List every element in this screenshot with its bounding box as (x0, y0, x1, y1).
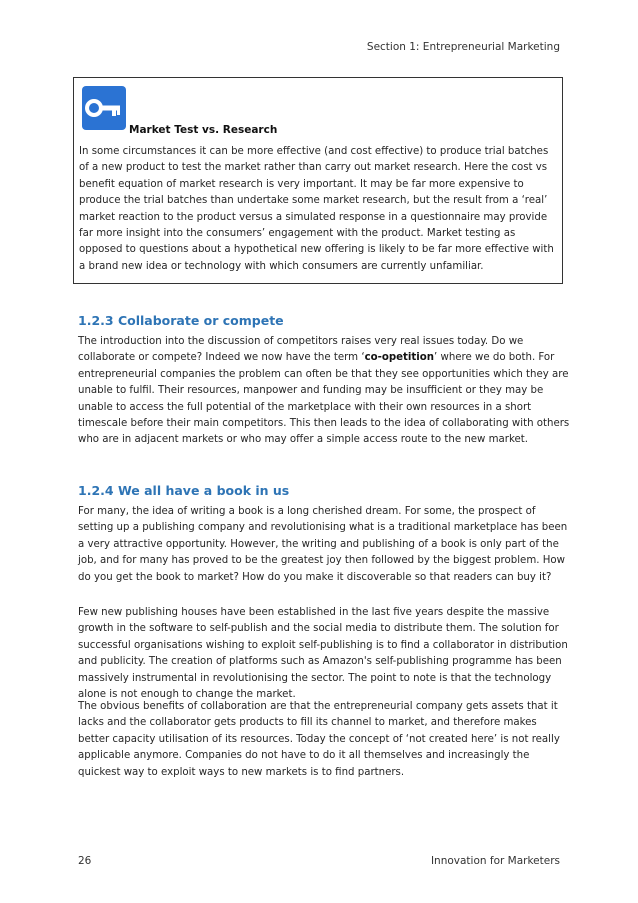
paragraph-text: The introduction into the discussion of competitors raises very real issues today. Do we collaborate or compete? Indeed we now have the term ‘ (78, 336, 524, 364)
paragraph-book-1: For many, the idea of writing a book is a long cherished dream. For some, the prospect of setting up a publishing company and revolutionising what is a traditional marketplace has been a very attractive opportunity. However, the writing and publishing of a book is only part of the job, and for many has proved to be the greatest joy then followed by the biggest problem. How do you get the book to market? How do you make it discoverable so that readers can buy it? (78, 506, 568, 583)
section-heading-collaborate: 1.2.3 Collaborate or compete (78, 313, 284, 328)
running-footer: Innovation for Marketers (430, 855, 560, 867)
callout-body: In some circumstances it can be more effective (and cost effective) to produce trial batches of a new product to test the market rather than carry out market research. Here the cost vs benefit equation of market research is very important. It may be far more expensive to produce the trial batches than undertake some market research, but the result from a ‘real’ market reaction to the product versus a simulated response in a questionnaire may provide far more insight into the consumers’ engagement with the product. Market testing as opposed to questions about a hypothetical new offering is likely to be far more effective with a brand new idea or technology with which consumers are currently unfamiliar. (79, 146, 554, 272)
co-opetition-term: co-opetition (364, 352, 435, 364)
paragraph-book-2: Few new publishing houses have been established in the last five years despite the massive growth in the software to self-publish and the social media to distribute them. The solution for successful organisations wishing to exploit self-publishing is to find a collaborator in distribution and publicity. The creation of platforms such as Amazon's self-publishing programme has been massively instrumental in revolutionising the sector. The point to note is that the technology alone is not enough to change the market. (78, 607, 568, 701)
paragraph-collaborate (78, 334, 570, 449)
paragraph-text: ’ where we do both. For entrepreneurial companies the problem can often be that they see opportunities which they are unable to fulfil. Their resources, manpower and funding may be insufficient or they may be unable to access the full potential of the marketplace with their own resources in a short timescale before their main competitors. This then leads to the idea of collaborating with others who are in adjacent markets or who may offer a simple access route to the new market. (78, 352, 570, 446)
section-heading-book: 1.2.4 We all have a book in us (78, 483, 290, 498)
callout-title: Market Test vs. Research (129, 124, 278, 136)
running-header: Section 1: Entrepreneurial Marketing (366, 41, 560, 53)
key-icon (82, 86, 126, 130)
callout-box (73, 77, 563, 284)
paragraph-book-3: The obvious benefits of collaboration are that the entrepreneurial company gets assets that it lacks and the collaborator gets products to fill its channel to market, and therefore makes better capacity utilisation of its resources. Today the concept of ‘not created here’ is not really applicable anymore. Companies do not have to do it all themselves and increasingly the quickest way to exploit ways to new markets is to find partners. (78, 701, 560, 778)
page-number: 26 (78, 855, 92, 867)
